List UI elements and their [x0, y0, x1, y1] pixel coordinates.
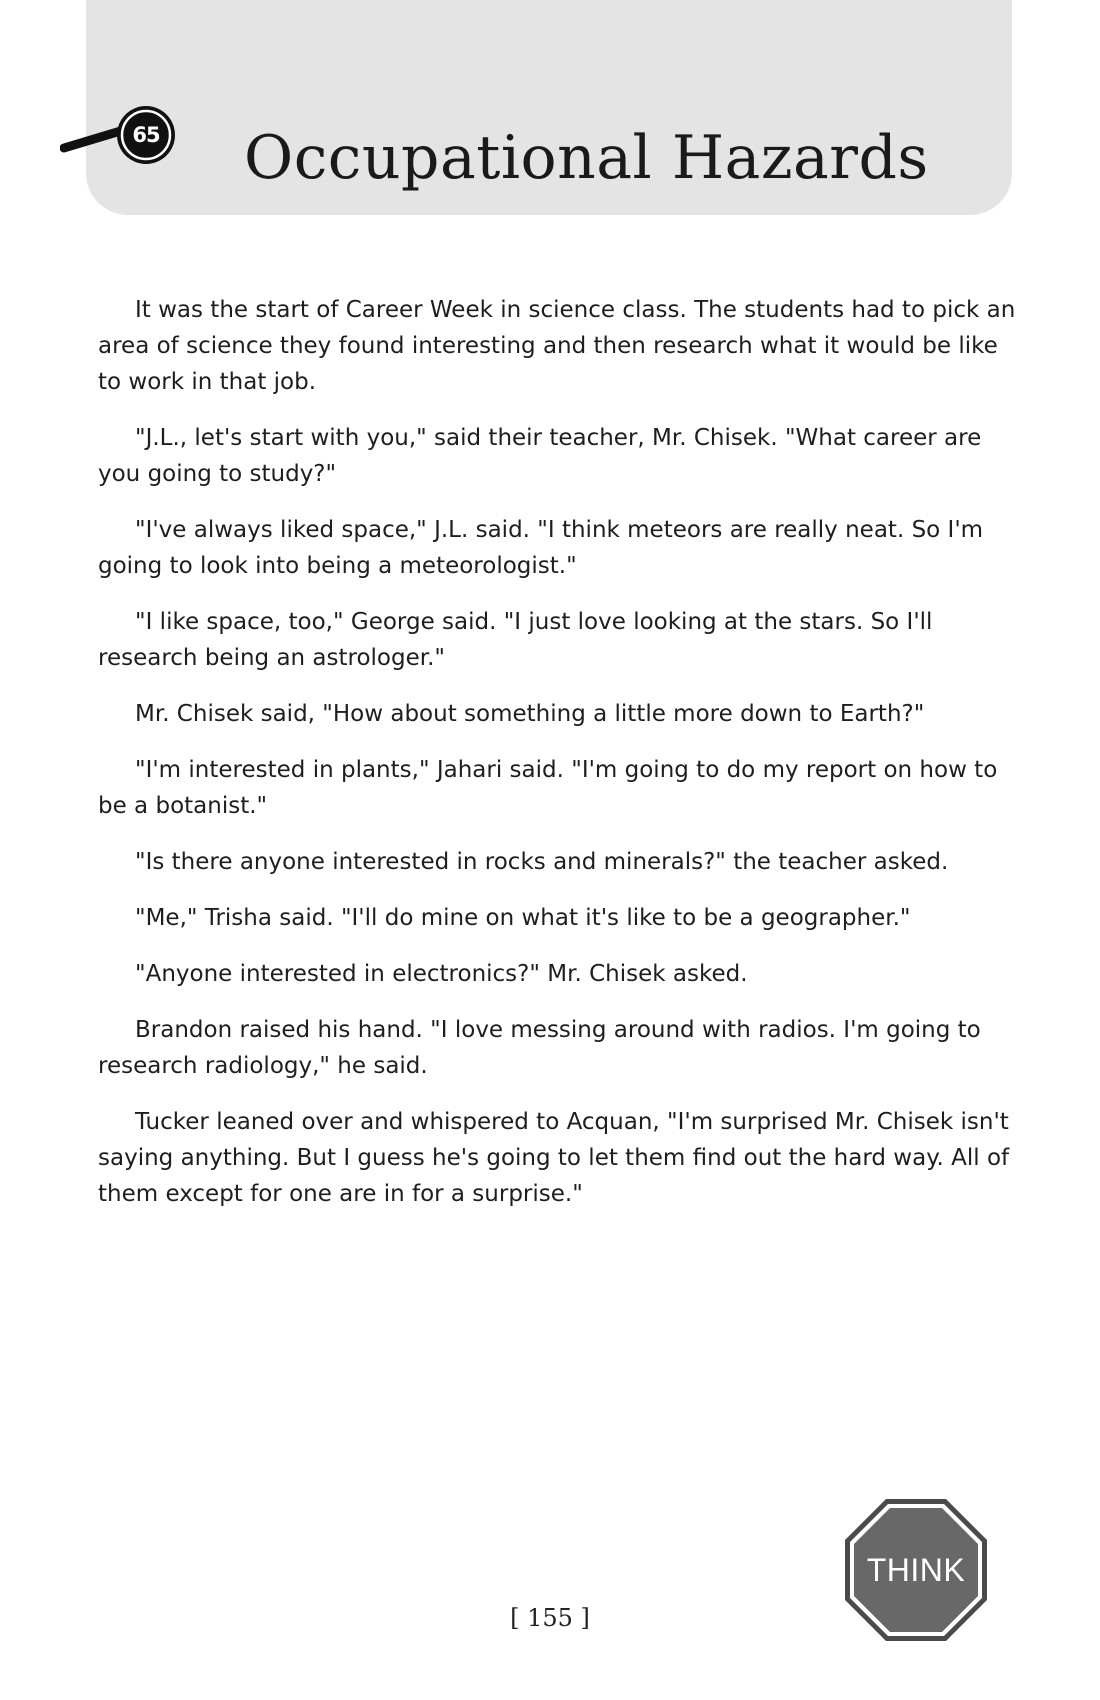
- story-paragraph: "I like space, too," George said. "I just love looking at the stars. So I'll research being an astrologer.": [98, 609, 933, 671]
- story-paragraph: It was the start of Career Week in science class. The students had to pick an area of science they found interesting and then research what it would be like to work in that job.: [98, 297, 1016, 395]
- story-paragraph: Mr. Chisek said, "How about something a little more down to Earth?": [135, 701, 925, 727]
- story-number: 65: [132, 123, 160, 147]
- think-label: THINK: [866, 1552, 966, 1588]
- page-title: Occupational Hazards: [244, 123, 929, 193]
- story-paragraph: "Me," Trisha said. "I'll do mine on what it's like to be a geographer.": [135, 905, 911, 931]
- story-paragraph: "I'm interested in plants," Jahari said. "I'm going to do my report on how to be a botanist.": [98, 757, 998, 819]
- story-paragraph: "Is there anyone interested in rocks and minerals?" the teacher asked.: [135, 849, 949, 875]
- story-paragraph: "I've always liked space," J.L. said. "I think meteors are really neat. So I'm going to look into being a meteorologist.": [98, 517, 984, 579]
- story-paragraph: "J.L., let's start with you," said their teacher, Mr. Chisek. "What career are you going to study?": [98, 425, 982, 487]
- page-number: [ 155 ]: [510, 1604, 590, 1632]
- story-paragraph: Tucker leaned over and whispered to Acquan, "I'm surprised Mr. Chisek isn't saying anything. But I guess he's going to let them find out the hard way. All of them except for one are in for a surprise.": [98, 1109, 1010, 1207]
- story-body: [98, 292, 1016, 1232]
- story-paragraph: "Anyone interested in electronics?" Mr. Chisek asked.: [135, 961, 748, 987]
- story-paragraph: Brandon raised his hand. "I love messing around with radios. I'm going to research radiology," he said.: [98, 1017, 981, 1079]
- think-sign: [843, 1497, 989, 1643]
